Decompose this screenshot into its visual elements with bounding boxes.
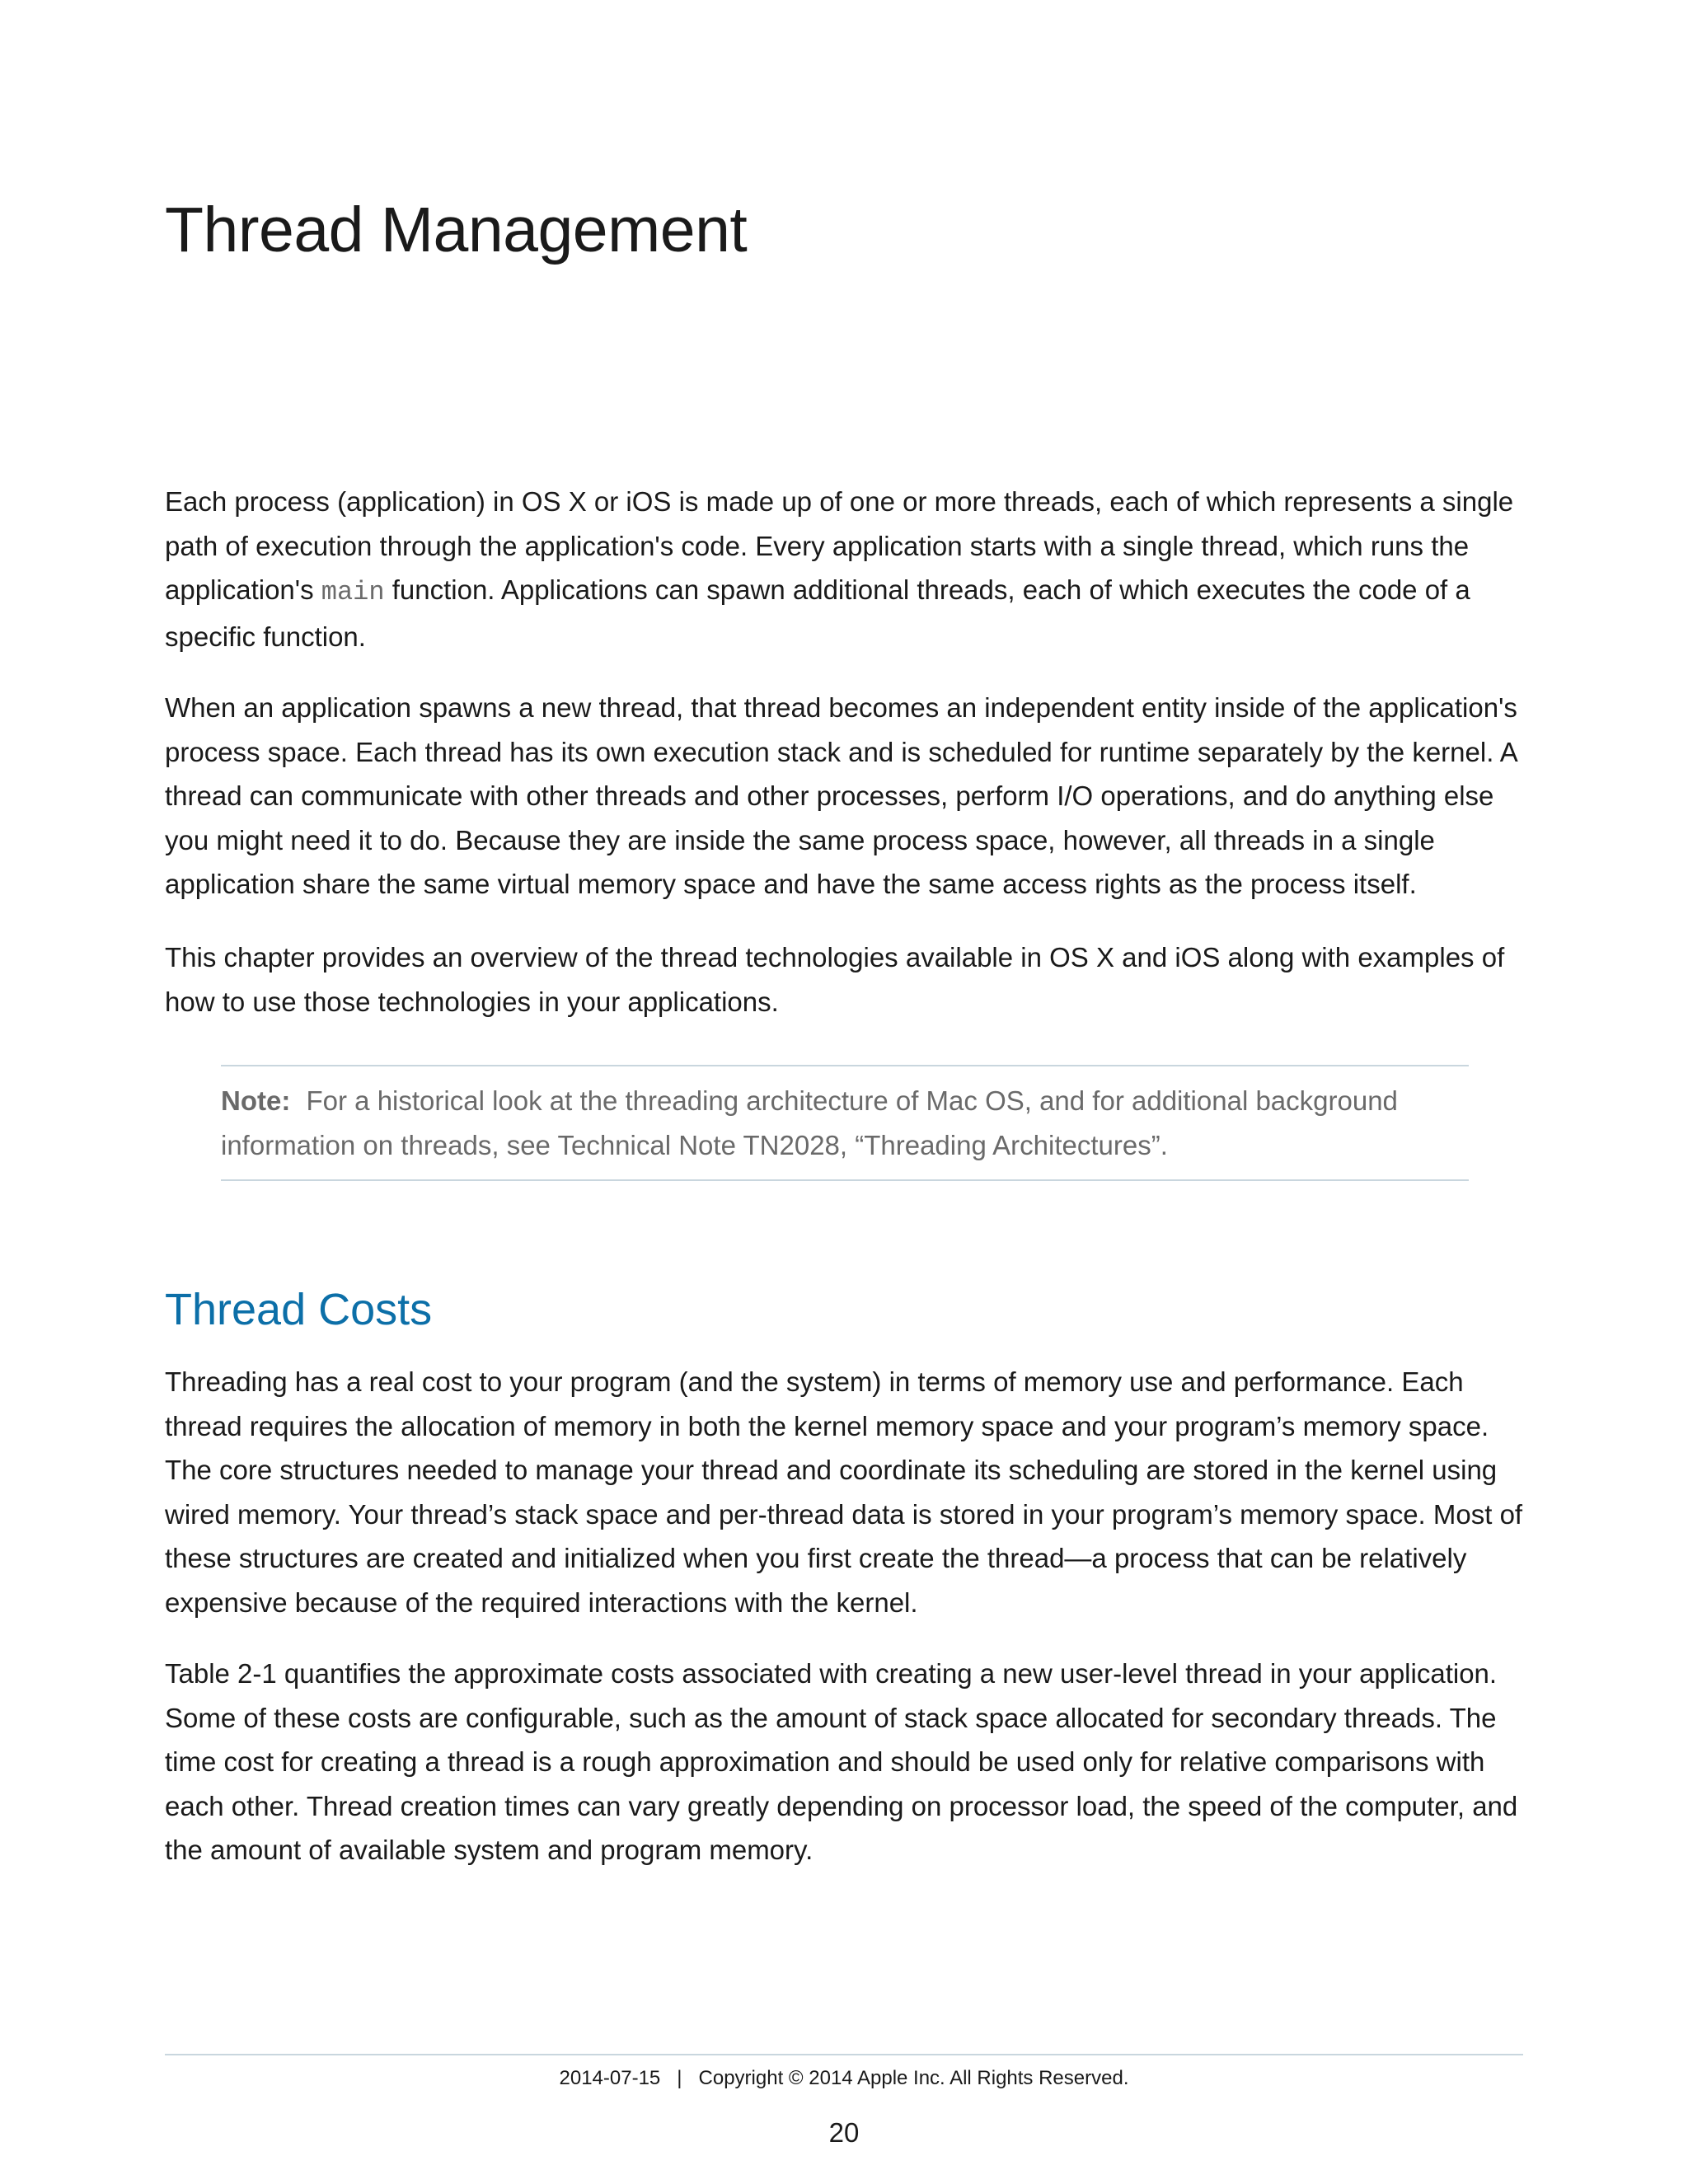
intro-paragraph-3: This chapter provides an overview of the thread technologies available in OS X and iOS along with examples of how to use those technologies in your applications. [165,942,1505,1017]
section-paragraph-1: Threading has a real cost to your program (and the system) in terms of memory use and performance. Each thread requires the allocation of memory in both the kernel memory space and your program’s memory space. The core structures needed to manage your thread and coordinate its scheduling are stored in the kernel using wired memory. Your thread’s stack space and per-thread data is stored in your program’s memory space. Most of these structures are created and initialized when you first create the thread—a process that can be relatively expensive because of the required interactions with the kernel. [165,1366,1523,1618]
section-paragraph-2: Table 2-1 quantifies the approximate costs associated with creating a new user-level thread in your application. Some of these costs are configurable, such as the amount of stack space allocated for secondary threads. The time cost for creating a thread is a rough approximation and should be used only for relative comparisons with each other. Thread creation times can vary greatly depending on processor load, the speed of the computer, and the amount of available system and program memory. [165,1658,1518,1865]
footer-divider [165,2054,1523,2055]
note-label: Note: [221,1085,291,1116]
code-main: main [321,577,385,607]
footer-separator: | [677,2067,682,2089]
footer-date: 2014-07-15 [559,2067,661,2089]
note-text: For a historical look at the threading architecture of Mac OS, and for additional background information on threads, see Technical Note TN2028, “Threading Architectures”. [221,1085,1398,1160]
intro-paragraph-1-text-b: function. Applications can spawn additional threads, each of which executes the code of a specific function. [165,574,1470,652]
intro-paragraph-2: When an application spawns a new thread, that thread becomes an independent entity inside of the application's process space. Each thread has its own execution stack and is scheduled for runtime separately by the kernel. A thread can communicate with other threads and other processes, perform I/O operations, and do anything else you might need it to do. Because they are inside the same process space, however, all threads in a single application share the same virtual memory space and have the same access rights as the process itself. [165,692,1517,899]
chapter-title: Thread Management [165,194,748,265]
note-content [221,1079,1469,1167]
intro-paragraph-1 [165,480,1525,658]
page-number: 20 [828,2117,860,2148]
section-title: Thread Costs [165,1285,433,1334]
footer [0,2067,1688,2090]
intro-paragraph-1-text-a: Each process (application) in OS X or iOS is made up of one or more threads, each of which represents a single path of execution through the application's code. Every application starts with a single thread, which runs the application's [165,486,1514,605]
note-box [221,1065,1469,1181]
footer-copyright: Copyright © 2014 Apple Inc. All Rights Reserved. [698,2067,1129,2089]
